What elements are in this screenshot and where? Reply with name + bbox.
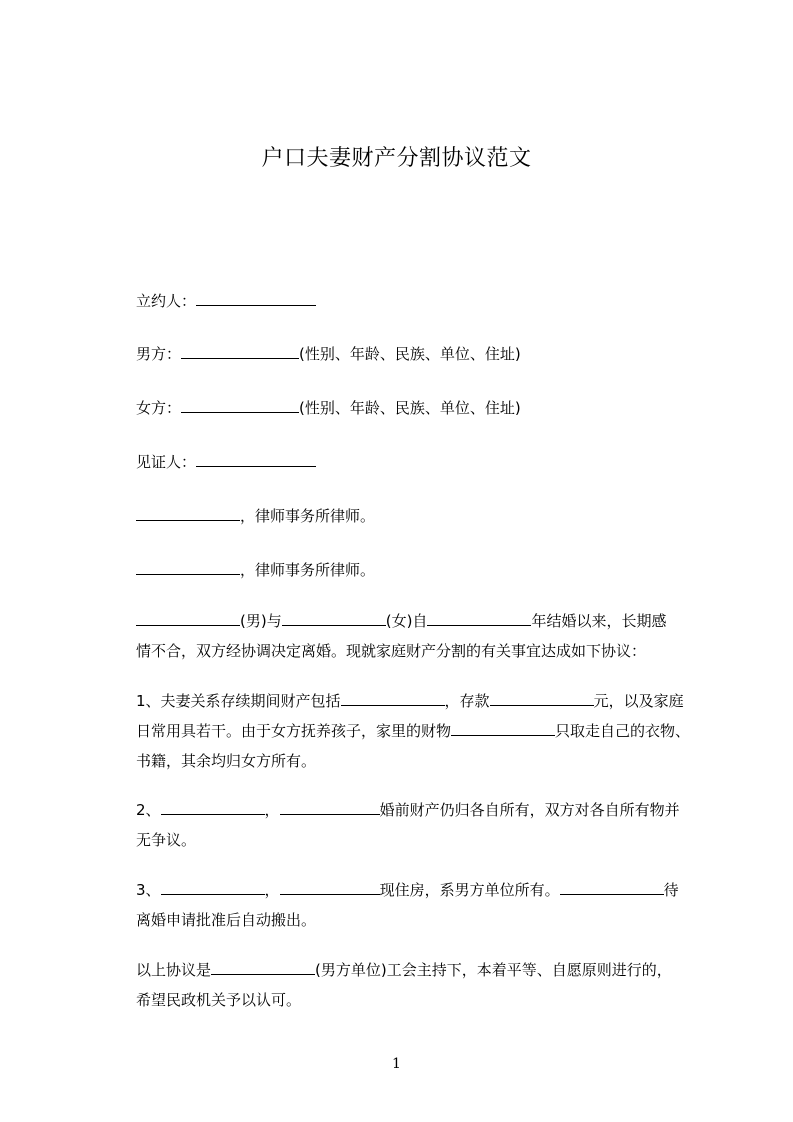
witness-label: 见证人： [136, 453, 197, 471]
closing-blank [211, 960, 315, 975]
contractor-label: 立约人： [136, 292, 197, 310]
male-line [136, 343, 521, 365]
intro-rest-1: 年结婚以来，长期感 [531, 612, 667, 630]
intro-female-text: (女)自 [385, 612, 428, 630]
clause-1-e: 只取走自己的衣物、 [555, 722, 691, 740]
clause-1-d: 日常用具若干。由于女方抚养孩子，家里的财物 [136, 722, 452, 740]
clause-2-d: 无争议。 [136, 831, 197, 849]
contractor-blank [196, 291, 316, 306]
closing-c: 希望民政机关予以认可。 [136, 991, 302, 1009]
intro-date-blank [427, 611, 531, 626]
clause-3-b: ， [264, 881, 280, 899]
closing-b: (男方单位)工会主持下，本着平等、自愿原则进行的， [315, 961, 672, 979]
lawyer-suffix-1: ，律师事务所律师。 [240, 507, 376, 525]
lawyer-blank-1 [136, 506, 240, 521]
clause-3-blank-1 [161, 880, 265, 895]
intro-female-blank [282, 611, 386, 626]
page-number: 1 [392, 1056, 401, 1072]
lawyer-line-1 [136, 505, 375, 527]
male-blank [181, 344, 299, 359]
clause-1-b: ，存款 [444, 692, 490, 710]
clause-1-a: 1、夫妻关系存续期间财产包括 [136, 692, 341, 710]
clause-1-blank-2 [490, 691, 594, 706]
clause-3-d: 待 [663, 881, 679, 899]
clause-2-blank-2 [280, 800, 380, 815]
witness-blank [196, 452, 316, 467]
witness-line [136, 451, 316, 473]
lawyer-blank-2 [136, 560, 240, 575]
clause-1-paragraph [136, 686, 711, 776]
intro-rest-2: 情不合，双方经协调决定离婚。现就家庭财产分割的有关事宜达成如下协议： [136, 642, 647, 660]
closing-a: 以上协议是 [136, 961, 212, 979]
clause-2-paragraph [136, 795, 711, 855]
female-blank [181, 398, 299, 413]
intro-male-text: (男)与 [240, 612, 282, 630]
female-note: (性别、年龄、民族、单位、住址) [299, 399, 521, 417]
closing-paragraph [136, 955, 711, 1015]
intro-male-blank [136, 611, 240, 626]
female-label: 女方： [136, 399, 182, 417]
clause-3-blank-3 [560, 880, 664, 895]
clause-2-a: 2、 [136, 801, 161, 819]
clause-1-c: 元，以及家庭 [593, 692, 684, 710]
female-line [136, 397, 521, 419]
clause-2-blank-1 [161, 800, 265, 815]
male-label: 男方： [136, 345, 182, 363]
clause-3-paragraph [136, 875, 711, 935]
clause-2-c: 婚前财产仍归各自所有，双方对各自所有物并 [379, 801, 680, 819]
clause-1-line-2 [0, 716, 711, 746]
clause-1-f: 书籍，其余均归女方所有。 [136, 752, 317, 770]
clause-1-blank-1 [341, 691, 445, 706]
clause-3-blank-2 [280, 880, 380, 895]
intro-paragraph [136, 606, 711, 666]
clause-1-blank-3 [451, 721, 555, 736]
lawyer-line-2 [136, 559, 375, 581]
lawyer-suffix-2: ，律师事务所律师。 [240, 561, 376, 579]
clause-3-a: 3、 [136, 881, 161, 899]
clause-3-e: 离婚申请批准后自动搬出。 [136, 911, 317, 929]
clause-2-b: ， [264, 801, 280, 819]
document-title: 户口夫妻财产分割协议范文 [261, 146, 532, 171]
clause-3-c: 现住房，系男方单位所有。 [379, 881, 560, 899]
male-note: (性别、年龄、民族、单位、住址) [299, 345, 521, 363]
contractor-line [136, 290, 316, 312]
